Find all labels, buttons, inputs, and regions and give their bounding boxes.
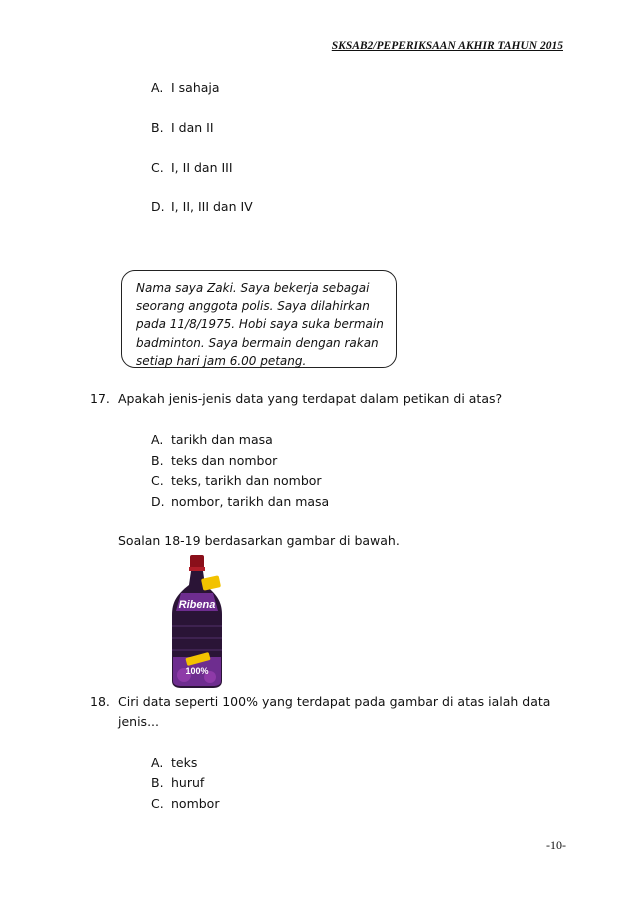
ribena-bottle-image <box>164 553 230 690</box>
passage-box <box>121 270 397 368</box>
bottle-brand-text: Ribena <box>178 599 216 611</box>
q18-option-c: C. nombor <box>151 796 220 811</box>
q18-option-b: B. huruf <box>151 775 205 790</box>
q18-option-a: A. teks <box>151 755 198 770</box>
passage-line: badminton. Saya bermain dengan rakan <box>136 335 379 350</box>
question-18-continued: jenis... <box>118 714 159 729</box>
q17-option-c: C. teks, tarikh dan nombor <box>151 473 322 488</box>
prev-option-a: A. I sahaja <box>151 80 220 95</box>
section-intro: Soalan 18-19 berdasarkan gambar di bawah. <box>118 533 400 548</box>
passage-line: pada 11/8/1975. Hobi saya suka bermain <box>136 317 384 332</box>
passage-line: seorang anggota polis. Saya dilahirkan <box>136 299 370 314</box>
question-17: 17. Apakah jenis-jenis data yang terdapat dalam petikan di atas? <box>90 391 503 406</box>
page-header: SKSAB2/PEPERIKSAAN AKHIR TAHUN 2015 <box>331 40 563 52</box>
prev-option-c: C. I, II dan III <box>151 160 233 175</box>
passage-line: setiap hari jam 6.00 petang. <box>136 353 307 368</box>
prev-option-b: B. I dan II <box>151 120 214 135</box>
bottle-badge-text: 100% <box>185 666 209 676</box>
q17-option-d: D. nombor, tarikh dan masa <box>151 494 330 509</box>
passage-line: Nama saya Zaki. Saya bekerja sebagai <box>136 281 370 295</box>
q17-option-b: B. teks dan nombor <box>151 453 278 468</box>
q17-option-a: A. tarikh dan masa <box>151 432 273 447</box>
question-18: 18. Ciri data seperti 100% yang terdapat pada gambar di atas ialah data <box>90 694 551 709</box>
prev-option-d: D. I, II, III dan IV <box>151 199 253 214</box>
page-number: -10- <box>546 838 566 852</box>
